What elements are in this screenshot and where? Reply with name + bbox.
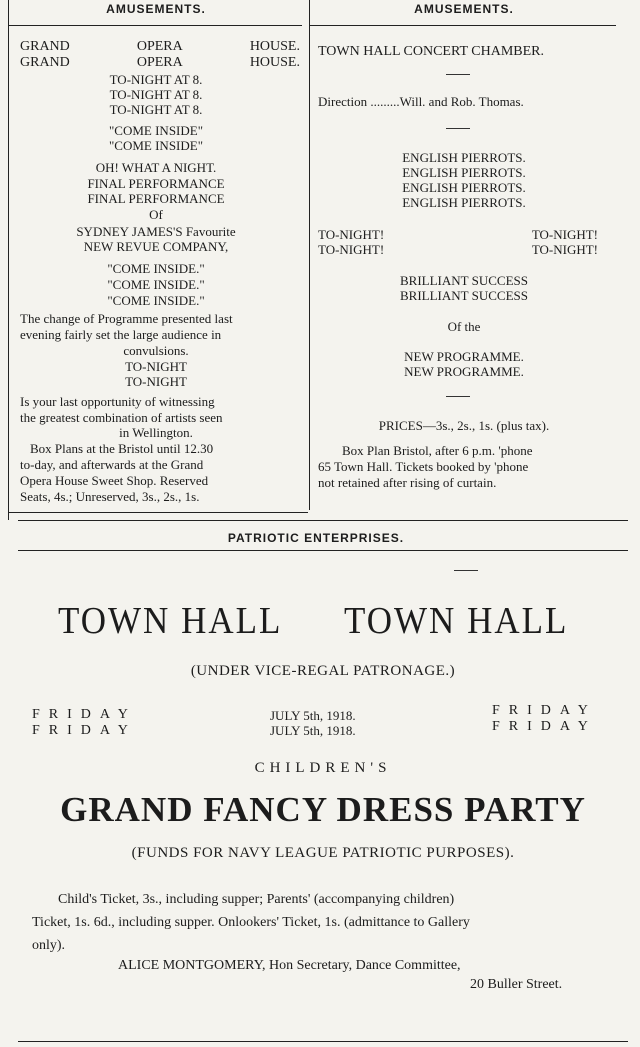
header-rule-right	[310, 25, 616, 26]
come-inside: "COME INSIDE."	[107, 293, 205, 308]
venue-word: OPERA	[136, 39, 183, 54]
tonight-line: TO-NIGHT AT 8.	[109, 87, 203, 102]
party-title: GRAND FANCY DRESS PARTY	[60, 790, 586, 829]
column-divider	[309, 0, 310, 510]
tonight-line: TO-NIGHT AT 8.	[109, 102, 203, 117]
pierrots-line: ENGLISH PIERROTS.	[402, 180, 526, 195]
box-plan-text: Box Plan Bristol, after 6 p.m. 'phone	[342, 443, 533, 458]
tonight-line: TO-NIGHT AT 8.	[109, 72, 203, 87]
programme-line: NEW PROGRAMME.	[404, 364, 524, 379]
venue-word: GRAND	[20, 55, 70, 70]
header-rule-left	[8, 25, 302, 26]
friday-right: FRIDAY	[492, 703, 597, 718]
address-line: 20 Buller Street.	[470, 977, 563, 992]
come-inside: "COME INSIDE."	[107, 261, 205, 276]
tonight-left: TO-NIGHT!	[318, 227, 385, 242]
box-plans-text: Box Plans at the Bristol until 12.30	[30, 441, 214, 456]
tickets-text: Child's Ticket, 3s., including supper; Parents' (accompanying children)	[58, 892, 455, 907]
programme-line: NEW PROGRAMME.	[404, 349, 524, 364]
town-hall-left: TOWN HALL	[58, 599, 283, 642]
date-line: JULY 5th, 1918.	[270, 708, 356, 723]
pierrots-line: ENGLISH PIERROTS.	[402, 150, 526, 165]
company-line: SYDNEY JAMES'S Favourite	[76, 224, 236, 239]
box-plan-text: 65 Town Hall. Tickets booked by 'phone	[318, 459, 529, 474]
patriotic-header-rule	[18, 550, 628, 551]
funds-line: (FUNDS FOR NAVY LEAGUE PATRIOTIC PURPOSES).	[131, 845, 515, 861]
pierrots-line: ENGLISH PIERROTS.	[402, 195, 526, 210]
tonight-left: TO-NIGHT!	[318, 242, 385, 257]
venue-word: HOUSE.	[249, 39, 300, 54]
venue-word: HOUSE.	[249, 55, 300, 70]
tonight-row	[318, 227, 598, 242]
tonight-row	[318, 242, 598, 257]
box-plans-text: to-day, and afterwards at the Grand	[20, 457, 204, 472]
secretary-line: ALICE MONTGOMERY, Hon Secretary, Dance Committee,	[118, 958, 461, 973]
divider-dash	[446, 74, 470, 75]
childrens-line: CHILDREN'S	[254, 760, 392, 776]
final-performance: FINAL PERFORMANCE	[87, 176, 225, 191]
venue-word: OPERA	[136, 55, 183, 70]
tickets-text: only).	[32, 938, 66, 953]
left-border	[8, 0, 9, 520]
bottom-rule	[18, 1041, 628, 1042]
venue-line-2	[20, 55, 300, 70]
box-plans-text: Seats, 4s.; Unreserved, 3s., 2s., 1s.	[20, 489, 200, 504]
success-line: BRILLIANT SUCCESS	[400, 273, 528, 288]
tonight-line: TO-NIGHT	[125, 359, 187, 374]
last-opportunity-text: in Wellington.	[119, 425, 193, 440]
success-line: BRILLIANT SUCCESS	[400, 288, 528, 303]
tonight-line: TO-NIGHT	[125, 374, 187, 389]
friday-right: FRIDAY	[492, 719, 597, 734]
come-inside: "COME INSIDE."	[107, 277, 205, 292]
divider-dash	[446, 396, 470, 397]
box-plan-text: not retained after rising of curtain.	[318, 475, 497, 490]
left-header: AMUSEMENTS.	[106, 2, 206, 16]
come-inside: "COME INSIDE"	[108, 123, 204, 138]
oh-what-a-night: OH! WHAT A NIGHT.	[95, 160, 217, 175]
date-line: JULY 5th, 1918.	[270, 723, 356, 738]
of-line: Of	[149, 207, 163, 222]
friday-left: FRIDAY	[32, 723, 137, 738]
concert-chamber-title: TOWN HALL CONCERT CHAMBER.	[318, 44, 545, 59]
come-inside: "COME INSIDE"	[108, 138, 204, 153]
change-text: The change of Programme presented last	[20, 311, 233, 326]
change-text: convulsions.	[123, 343, 189, 358]
last-opportunity-text: Is your last opportunity of witnessing	[20, 394, 215, 409]
divider-dash	[446, 128, 470, 129]
venue-line-1	[20, 39, 300, 54]
change-text: evening fairly set the large audience in	[20, 327, 222, 342]
pierrots-line: ENGLISH PIERROTS.	[402, 165, 526, 180]
section-divider-2	[18, 520, 628, 521]
tickets-text: Ticket, 1s. 6d., including supper. Onlookers' Ticket, 1s. (admittance to Gallery	[32, 915, 470, 930]
section-divider	[8, 512, 308, 513]
friday-left: FRIDAY	[32, 707, 137, 722]
box-plans-text: Opera House Sweet Shop. Reserved	[20, 473, 209, 488]
patriotic-header: PATRIOTIC ENTERPRISES.	[227, 531, 405, 545]
company-line: NEW REVUE COMPANY,	[83, 239, 229, 254]
final-performance: FINAL PERFORMANCE	[87, 191, 225, 206]
prices-line: PRICES—3s., 2s., 1s. (plus tax).	[378, 418, 550, 433]
tonight-right: TO-NIGHT!	[531, 242, 598, 257]
divider-dash	[454, 570, 478, 571]
patronage-line: (UNDER VICE-REGAL PATRONAGE.)	[190, 663, 456, 679]
tonight-right: TO-NIGHT!	[531, 227, 598, 242]
last-opportunity-text: the greatest combination of artists seen	[20, 410, 223, 425]
town-hall-right: TOWN HALL	[344, 599, 569, 642]
of-the-line: Of the	[447, 319, 481, 334]
direction-line: Direction .........Will. and Rob. Thomas.	[318, 94, 524, 109]
venue-word: GRAND	[20, 39, 70, 54]
right-header: AMUSEMENTS.	[414, 2, 514, 16]
